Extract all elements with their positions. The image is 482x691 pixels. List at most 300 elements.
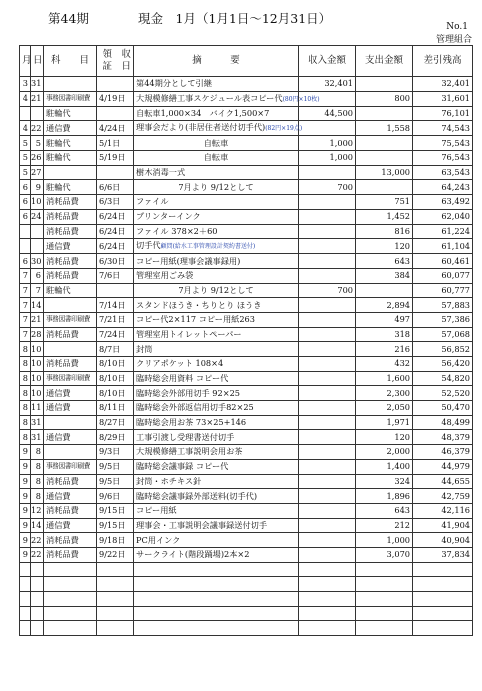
- row-day: 14: [31, 518, 44, 533]
- row-account: 消耗品費: [44, 195, 97, 210]
- row-voucher-date: 6/24日: [97, 239, 134, 254]
- row-income: [299, 254, 356, 269]
- row-description-text: 封筒: [136, 343, 153, 354]
- row-voucher-date: 8/10日: [97, 386, 134, 401]
- row-description: [134, 106, 299, 121]
- row-expense: 432: [356, 357, 413, 372]
- row-day: [31, 106, 44, 121]
- row-balance: 54,820: [413, 371, 473, 386]
- row-description-text: 封筒・ホチキス針: [136, 475, 202, 486]
- row-description: [134, 195, 299, 210]
- row-description: [134, 445, 299, 460]
- row-income: [299, 121, 356, 136]
- row-day: 31: [31, 77, 44, 92]
- row-balance: 42,116: [413, 503, 473, 518]
- row-day: 10: [31, 195, 44, 210]
- row-month: 6: [20, 209, 31, 224]
- row-day: 27: [31, 165, 44, 180]
- row-income: [299, 459, 356, 474]
- table-row: [20, 459, 473, 474]
- table-row: [20, 165, 473, 180]
- ledger-body: [20, 77, 473, 636]
- row-account: 消耗品費: [44, 533, 97, 548]
- row-account: [44, 77, 97, 92]
- row-month: 7: [20, 268, 31, 283]
- empty-cell: [134, 621, 299, 636]
- row-day: 5: [31, 136, 44, 151]
- table-row: [20, 195, 473, 210]
- row-balance: 61,224: [413, 224, 473, 239]
- empty-cell: [356, 562, 413, 577]
- empty-cell: [31, 592, 44, 607]
- row-income: [299, 518, 356, 533]
- table-row: [20, 518, 473, 533]
- row-voucher-date: 9/15日: [97, 503, 134, 518]
- row-expense: 643: [356, 254, 413, 269]
- empty-cell: [44, 606, 97, 621]
- row-income: [299, 357, 356, 372]
- table-row: [20, 136, 473, 151]
- row-description: [134, 386, 299, 401]
- row-balance: 46,379: [413, 445, 473, 460]
- row-balance: 57,883: [413, 298, 473, 313]
- row-expense: 212: [356, 518, 413, 533]
- row-description: [134, 327, 299, 342]
- col-voucher-top: 領 収: [102, 49, 131, 60]
- row-voucher-date: [97, 283, 134, 298]
- table-row: [20, 224, 473, 239]
- row-voucher-date: 7/14日: [97, 298, 134, 313]
- empty-cell: [97, 592, 134, 607]
- empty-row: [20, 606, 473, 621]
- row-expense: [356, 283, 413, 298]
- empty-cell: [97, 606, 134, 621]
- row-description-text: 臨時総会外部返信用切手82×25: [136, 402, 254, 413]
- row-account: 消耗品費: [44, 224, 97, 239]
- empty-cell: [356, 592, 413, 607]
- row-month: 9: [20, 459, 31, 474]
- row-balance: 56,852: [413, 342, 473, 357]
- row-income: [299, 547, 356, 562]
- empty-cell: [20, 562, 31, 577]
- row-month: 6: [20, 254, 31, 269]
- empty-cell: [134, 562, 299, 577]
- row-balance: 76,543: [413, 151, 473, 166]
- row-month: 3: [20, 77, 31, 92]
- table-row: [20, 445, 473, 460]
- row-day: 12: [31, 503, 44, 518]
- row-month: [20, 106, 31, 121]
- row-voucher-date: 5/1日: [97, 136, 134, 151]
- row-balance: 60,777: [413, 283, 473, 298]
- empty-cell: [44, 562, 97, 577]
- row-month: 8: [20, 342, 31, 357]
- row-income: [299, 312, 356, 327]
- row-account: 事務図書印刷費: [44, 91, 97, 106]
- row-income: [299, 503, 356, 518]
- empty-cell: [97, 577, 134, 592]
- row-note: 顧問(給水工事管理設計契約書送付): [160, 243, 256, 251]
- table-row: [20, 106, 473, 121]
- row-account: 消耗品費: [44, 268, 97, 283]
- row-description-text: ファイル: [136, 196, 169, 207]
- empty-cell: [97, 562, 134, 577]
- row-account: 駐輪代: [44, 106, 97, 121]
- row-day: 9: [31, 180, 44, 195]
- col-day: 日: [31, 46, 44, 77]
- row-description-text: コピー用紙: [136, 505, 177, 516]
- row-account: 消耗品費: [44, 547, 97, 562]
- empty-cell: [413, 606, 473, 621]
- row-expense: 120: [356, 430, 413, 445]
- row-description-text: 理事会だより(非居住者送付切手代): [136, 122, 266, 133]
- row-month: 8: [20, 386, 31, 401]
- row-description-text: 自転車: [203, 137, 229, 148]
- row-voucher-date: 6/30日: [97, 254, 134, 269]
- row-voucher-date: [97, 77, 134, 92]
- row-expense: 816: [356, 224, 413, 239]
- row-voucher-date: 6/6日: [97, 180, 134, 195]
- row-month: 9: [20, 445, 31, 460]
- row-expense: 2,050: [356, 401, 413, 416]
- row-description: [134, 430, 299, 445]
- row-description-text: 7月より 9/12として: [178, 181, 254, 192]
- ledger-title: 現金 1月（1月1日～12月31日）: [138, 11, 332, 26]
- row-day: 26: [31, 151, 44, 166]
- row-expense: 318: [356, 327, 413, 342]
- row-account: 通信費: [44, 401, 97, 416]
- empty-cell: [97, 621, 134, 636]
- row-account: 駐輪代: [44, 180, 97, 195]
- row-account: 事務図書印刷費: [44, 312, 97, 327]
- row-voucher-date: 7/6日: [97, 268, 134, 283]
- row-expense: 3,070: [356, 547, 413, 562]
- row-account: 事務図書印刷費: [44, 459, 97, 474]
- row-voucher-date: 9/22日: [97, 547, 134, 562]
- row-voucher-date: 6/24日: [97, 224, 134, 239]
- row-description-text: 管理室用ごみ袋: [136, 270, 194, 281]
- row-expense: 2,300: [356, 386, 413, 401]
- row-description: [134, 165, 299, 180]
- row-balance: 57,068: [413, 327, 473, 342]
- row-balance: 62,040: [413, 209, 473, 224]
- empty-cell: [20, 621, 31, 636]
- empty-cell: [413, 592, 473, 607]
- row-voucher-date: [97, 165, 134, 180]
- empty-cell: [356, 621, 413, 636]
- empty-cell: [44, 621, 97, 636]
- col-voucher-bottom: 証 日: [102, 61, 131, 72]
- row-balance: 37,834: [413, 547, 473, 562]
- row-month: 4: [20, 91, 31, 106]
- empty-cell: [299, 562, 356, 577]
- row-day: 10: [31, 371, 44, 386]
- row-account: 事務図書印刷費: [44, 371, 97, 386]
- row-account: 消耗品費: [44, 357, 97, 372]
- row-description-text: 自転車: [203, 152, 229, 163]
- row-description-text: 臨時総会用お茶 73×25+146: [136, 417, 247, 428]
- row-day: 22: [31, 533, 44, 548]
- row-expense: 1,400: [356, 459, 413, 474]
- row-month: 9: [20, 489, 31, 504]
- empty-cell: [299, 592, 356, 607]
- col-income: 収入金額: [299, 46, 356, 77]
- table-row: [20, 357, 473, 372]
- table-row: [20, 371, 473, 386]
- table-row: [20, 283, 473, 298]
- table-row: [20, 503, 473, 518]
- empty-cell: [413, 562, 473, 577]
- row-income: 1,000: [299, 151, 356, 166]
- empty-cell: [31, 621, 44, 636]
- row-voucher-date: 9/6日: [97, 489, 134, 504]
- row-account: 通信費: [44, 518, 97, 533]
- row-description-text: 第44期分として引継: [136, 78, 212, 89]
- empty-row: [20, 592, 473, 607]
- row-account: 通信費: [44, 121, 97, 136]
- row-voucher-date: 6/3日: [97, 195, 134, 210]
- row-day: 24: [31, 209, 44, 224]
- row-income: 700: [299, 283, 356, 298]
- row-account: 通信費: [44, 489, 97, 504]
- row-month: 9: [20, 503, 31, 518]
- row-voucher-date: 9/15日: [97, 518, 134, 533]
- row-description: [134, 401, 299, 416]
- row-month: 7: [20, 298, 31, 313]
- empty-cell: [299, 577, 356, 592]
- row-account: [44, 165, 97, 180]
- table-row: [20, 180, 473, 195]
- period-label: 第44期: [48, 11, 89, 26]
- row-income: [299, 430, 356, 445]
- empty-cell: [44, 577, 97, 592]
- col-voucher-date: [97, 46, 134, 77]
- row-balance: 48,499: [413, 415, 473, 430]
- row-income: 32,401: [299, 77, 356, 92]
- row-description-text: 樹木消毒一式: [136, 167, 186, 178]
- empty-cell: [413, 621, 473, 636]
- row-month: 9: [20, 533, 31, 548]
- row-description-text: ファイル 378×2＋60: [136, 225, 218, 236]
- row-income: [299, 415, 356, 430]
- row-month: 6: [20, 180, 31, 195]
- row-account: 通信費: [44, 239, 97, 254]
- row-expense: 1,600: [356, 371, 413, 386]
- row-income: [299, 268, 356, 283]
- row-description-text: サークライト(階段踊場)2本×2: [136, 549, 250, 560]
- row-description: [134, 342, 299, 357]
- row-expense: 120: [356, 239, 413, 254]
- row-account: [44, 298, 97, 313]
- empty-row: [20, 577, 473, 592]
- row-income: 44,500: [299, 106, 356, 121]
- row-day: 31: [31, 430, 44, 445]
- row-voucher-date: 8/7日: [97, 342, 134, 357]
- row-balance: 44,979: [413, 459, 473, 474]
- table-row: [20, 151, 473, 166]
- row-expense: 324: [356, 474, 413, 489]
- page-number: No.1: [446, 22, 468, 32]
- empty-cell: [31, 577, 44, 592]
- row-description-text: コピー代2×117 コピー用紙263: [136, 314, 255, 325]
- row-income: [299, 224, 356, 239]
- row-day: 31: [31, 415, 44, 430]
- row-account: [44, 415, 97, 430]
- row-income: [299, 209, 356, 224]
- row-month: 8: [20, 371, 31, 386]
- row-income: [299, 298, 356, 313]
- row-account: 駐輪代: [44, 151, 97, 166]
- row-expense: 384: [356, 268, 413, 283]
- row-voucher-date: [97, 106, 134, 121]
- col-month: 月: [20, 46, 31, 77]
- row-expense: [356, 136, 413, 151]
- row-income: [299, 533, 356, 548]
- row-day: [31, 224, 44, 239]
- row-balance: 60,461: [413, 254, 473, 269]
- row-balance: 76,101: [413, 106, 473, 121]
- row-account: [44, 445, 97, 460]
- row-description: [134, 312, 299, 327]
- row-balance: 60,077: [413, 268, 473, 283]
- table-row: [20, 533, 473, 548]
- row-expense: 643: [356, 503, 413, 518]
- row-description-text: 7月より 9/12として: [178, 284, 254, 295]
- row-description-text: 自転車1,000×34 バイク1,500×7: [136, 108, 270, 119]
- row-balance: 64,243: [413, 180, 473, 195]
- row-description: [134, 283, 299, 298]
- row-description: [134, 298, 299, 313]
- row-income: 700: [299, 180, 356, 195]
- row-description: [134, 518, 299, 533]
- row-account: 消耗品費: [44, 327, 97, 342]
- empty-cell: [20, 577, 31, 592]
- organization-label: 管理組合: [435, 35, 472, 45]
- row-voucher-date: 8/11日: [97, 401, 134, 416]
- table-row: [20, 298, 473, 313]
- row-voucher-date: 5/19日: [97, 151, 134, 166]
- empty-cell: [299, 606, 356, 621]
- row-month: 9: [20, 474, 31, 489]
- table-row: [20, 121, 473, 136]
- row-account: 通信費: [44, 386, 97, 401]
- table-row: [20, 401, 473, 416]
- row-expense: 1,452: [356, 209, 413, 224]
- row-expense: 751: [356, 195, 413, 210]
- empty-cell: [134, 577, 299, 592]
- row-description-text: 臨時総会議事録 コピー代: [136, 461, 229, 472]
- row-description: [134, 224, 299, 239]
- row-month: 8: [20, 357, 31, 372]
- row-description: [134, 489, 299, 504]
- row-month: 8: [20, 415, 31, 430]
- table-row: [20, 268, 473, 283]
- row-expense: [356, 106, 413, 121]
- table-row: [20, 547, 473, 562]
- row-income: [299, 386, 356, 401]
- table-row: [20, 342, 473, 357]
- row-month: [20, 224, 31, 239]
- row-expense: 13,000: [356, 165, 413, 180]
- row-day: 11: [31, 401, 44, 416]
- cash-ledger-table: [19, 45, 473, 636]
- row-month: 5: [20, 151, 31, 166]
- row-day: 10: [31, 342, 44, 357]
- row-income: [299, 474, 356, 489]
- row-description-text: クリアポケット 108×4: [136, 358, 224, 369]
- col-description: 摘 要: [134, 46, 299, 77]
- row-account: 消耗品費: [44, 209, 97, 224]
- table-row: [20, 386, 473, 401]
- row-month: 5: [20, 165, 31, 180]
- row-day: 21: [31, 312, 44, 327]
- row-balance: 42,759: [413, 489, 473, 504]
- table-row: [20, 312, 473, 327]
- table-row: [20, 77, 473, 92]
- row-account: 駐輪代: [44, 136, 97, 151]
- row-income: 1,000: [299, 136, 356, 151]
- row-day: 22: [31, 547, 44, 562]
- row-balance: 57,386: [413, 312, 473, 327]
- row-description: [134, 91, 320, 106]
- row-expense: 2,894: [356, 298, 413, 313]
- row-description: [134, 474, 299, 489]
- col-account: 科 目: [44, 46, 97, 77]
- row-month: 5: [20, 136, 31, 151]
- row-income: [299, 239, 356, 254]
- table-row: [20, 254, 473, 269]
- row-voucher-date: 9/3日: [97, 445, 134, 460]
- row-description: [134, 459, 299, 474]
- row-description-text: 理事会・工事説明会議事録送付切手: [136, 519, 268, 530]
- row-expense: [356, 180, 413, 195]
- row-description-text: 大規模修繕工事説明会用お茶: [136, 446, 243, 457]
- row-income: [299, 489, 356, 504]
- row-voucher-date: 9/5日: [97, 459, 134, 474]
- row-month: 6: [20, 195, 31, 210]
- table-row: [20, 239, 473, 254]
- row-day: 8: [31, 445, 44, 460]
- row-voucher-date: 8/10日: [97, 357, 134, 372]
- row-voucher-date: 8/27日: [97, 415, 134, 430]
- row-income: [299, 195, 356, 210]
- row-day: 28: [31, 327, 44, 342]
- row-description-text: 工事引渡し受理書送付切手: [136, 431, 235, 442]
- row-description: [134, 533, 299, 548]
- empty-cell: [299, 621, 356, 636]
- row-expense: 1,000: [356, 533, 413, 548]
- row-month: 9: [20, 518, 31, 533]
- row-description: [134, 547, 299, 562]
- table-row: [20, 489, 473, 504]
- row-balance: 63,492: [413, 195, 473, 210]
- row-expense: 1,896: [356, 489, 413, 504]
- row-balance: 32,401: [413, 77, 473, 92]
- empty-cell: [31, 562, 44, 577]
- header-row: [20, 46, 473, 77]
- row-description: [134, 136, 299, 151]
- row-balance: 50,470: [413, 401, 473, 416]
- row-description-text: 臨時総会外部用切手 92×25: [136, 387, 240, 398]
- row-day: 8: [31, 489, 44, 504]
- row-month: 7: [20, 283, 31, 298]
- row-expense: 2,000: [356, 445, 413, 460]
- empty-row: [20, 562, 473, 577]
- row-voucher-date: 9/18日: [97, 533, 134, 548]
- row-month: 8: [20, 401, 31, 416]
- row-day: 10: [31, 357, 44, 372]
- row-day: 8: [31, 474, 44, 489]
